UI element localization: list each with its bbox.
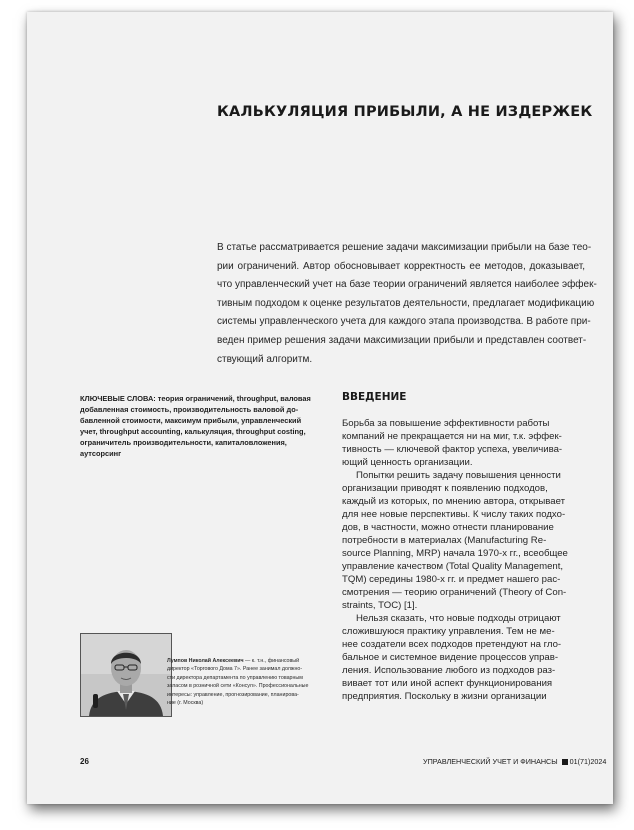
abstract-line: рии ограничений. Автор обосновывает корректность ее методов, доказывает, — [217, 260, 585, 272]
article-title: КАЛЬКУЛЯЦИЯ ПРИБЫЛИ, А НЕ ИЗДЕРЖЕК — [217, 104, 593, 120]
square-separator-icon — [562, 759, 568, 765]
body-line: компаний не прекращается ни на миг, т.к. эффек- — [342, 431, 562, 442]
author-portrait-icon — [81, 634, 171, 716]
body-line: Попытки решить задачу повышения ценности — [356, 470, 561, 481]
footer-journal — [423, 757, 606, 766]
body-line: смотрения — теорию ограничений (Theory of Con- — [342, 587, 567, 598]
body-line: source Planning, MRP) начала 1970-х гг., всеобщее — [342, 548, 568, 559]
author-bio-line: сти директора департамента по управлению товарным — [167, 674, 303, 681]
body-line: бальное и системное видение процессов управ- — [342, 652, 559, 663]
body-line: вивает тот или иной аспект функционирования — [342, 678, 553, 689]
keywords-block — [80, 393, 330, 460]
keywords-line: бавленной стоимости, максимум прибыли, управленческий — [80, 416, 302, 426]
journal-name: УПРАВЛЕНЧЕСКИЙ УЧЕТ И ФИНАНСЫ — [423, 757, 558, 766]
body-line: Нельзя сказать, что новые подходы отрицают — [356, 613, 561, 624]
body-line: для нее новые перспективы. К числу таких подхо- — [342, 509, 566, 520]
body-line: тивность — ключевой фактор успеха, увеличива- — [342, 444, 563, 455]
body-line: управление качеством (Total Quality Management, — [342, 561, 564, 572]
abstract-line: веден пример решения задачи максимизации прибыли и представлен соответ- — [217, 334, 587, 346]
author-bio-text: — к. т.н., финансовый — [243, 658, 300, 664]
author-name: Лумпов Николай Алексеевич — [167, 658, 244, 664]
journal-page — [27, 12, 613, 804]
abstract-line: системы управленческого учета для каждого этапа производства. В работе при- — [217, 316, 591, 328]
abstract-line: ствующий алгоритм. — [217, 353, 313, 365]
body-line: потребности в материалах (Manufacturing Re- — [342, 535, 547, 546]
body-line: straints, TOC) [1]. — [342, 600, 418, 611]
keywords-line: КЛЮЧЕВЫЕ СЛОВА: теория ограничений, throughput, валовая — [80, 394, 311, 403]
body-line: предприятия. Поскольку в жизни организации — [342, 691, 547, 702]
body-line: ющий ценность организации. — [342, 457, 473, 468]
abstract-line: что управленческий учет на базе теории ограничений является наиболее эффек- — [217, 279, 597, 291]
author-bio-line: директор «Торгового Дома 7». Ранее занимал должно- — [167, 666, 303, 673]
keywords-line: аутсорсинг — [80, 449, 122, 459]
author-bio-line: ние (г. Москва) — [167, 700, 204, 707]
body-line: сложившуюся практику управления. Тем не ме- — [342, 626, 555, 637]
intro-body — [342, 417, 604, 703]
body-line: каждый из которых, по мнению автора, открывает — [342, 496, 565, 507]
keywords-line: добавленная стоимость, производительность валовой до- — [80, 405, 299, 415]
section-heading-intro: ВВЕДЕНИЕ — [342, 391, 407, 403]
body-line: нее создатели всех подходов претендуют на гло- — [342, 639, 562, 650]
body-line: TQM) середины 1980-х гг. и предмет нашего рас- — [342, 574, 561, 585]
article-abstract — [217, 239, 597, 369]
author-bio-line — [167, 657, 332, 665]
author-photo — [80, 633, 172, 717]
author-bio-line: запасом в розничной сети «Консул». Профессиональные — [167, 683, 309, 690]
author-bio-line: интересы: управление, прогнозирование, планирова- — [167, 691, 299, 698]
keywords-line: ограничитель производительности, капиталовложения, — [80, 438, 287, 448]
author-bio — [167, 657, 332, 707]
body-line: дов, в частности, можно отнести планирование — [342, 522, 554, 533]
body-line: Борьба за повышение эффективности работы — [342, 418, 550, 429]
keywords-line: учет, throughput accounting, калькуляция, throughput costing, — [80, 427, 306, 437]
issue-number: 01(71)2024 — [569, 757, 607, 766]
body-line: ления. Использование любого из подходов раз- — [342, 665, 556, 676]
body-line: организации приводят к появлению подходов, — [342, 483, 548, 494]
page-number: 26 — [80, 757, 89, 766]
abstract-line: тивным подходом к оценке результатов деятельности, предлагает модификацию — [217, 297, 595, 309]
abstract-line: В статье рассматривается решение задачи максимизации прибыли на базе тео- — [217, 242, 592, 253]
